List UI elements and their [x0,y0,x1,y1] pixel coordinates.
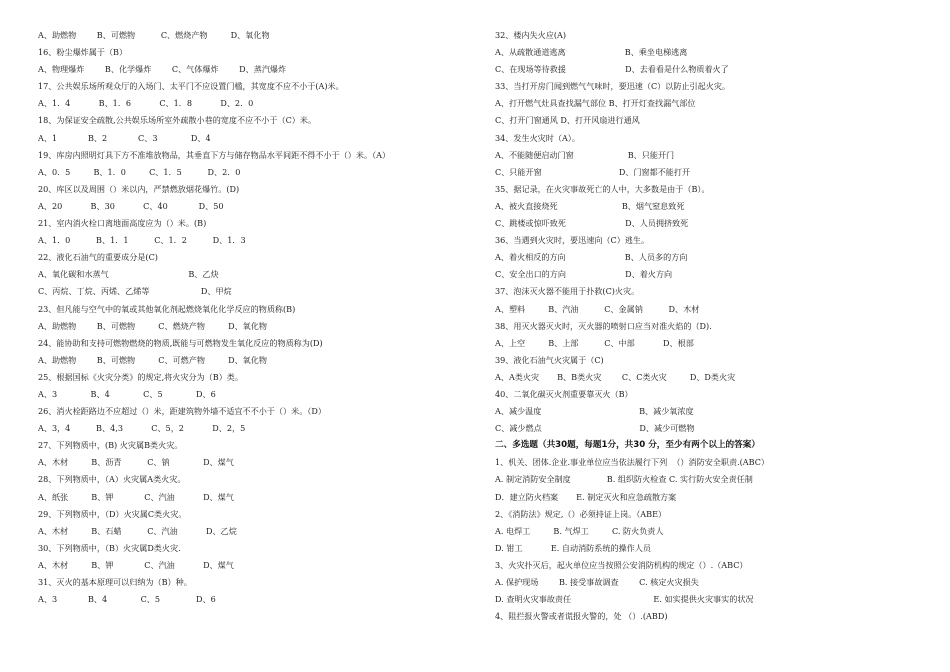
text-line: 26、消火栓距路边不应超过（）米，距建筑物外墙不适宜不不小于（）米。（D） [38,406,326,417]
text-line: A、木材 B、石蜡 C、汽油 D、乙烷 [38,525,237,536]
text-line: 25、根据国标《火灾分类》的规定,将火灾分为（B）类。 [38,371,243,382]
text-line: A、3 B、4 C、5 D、6 [38,388,216,399]
text-line: 35、据记录，在火灾事故死亡的人中，大多数是由于（B）。 [495,183,710,194]
text-line: A、物理爆炸 B、化学爆炸 C、气体爆炸 D、蒸汽爆炸 [38,64,287,75]
text-line: A、3，4 B、4,3 C、5，2 D、2，5 [38,423,246,434]
text-line: A、着火相反的方向 B、人员多的方向 [495,252,688,263]
text-line: A、纸张 B、钾 C、汽油 D、煤气 [38,491,234,502]
text-line: C、打开门窗通风 D、打开风扇进行通风 [495,115,640,126]
text-line: A、1．0 B、1．1 C、1．2 D、1．3 [38,235,246,246]
text-line: 20、库区以及周围（）米以内，严禁燃放烟花爆竹。(D) [38,183,240,194]
text-line: A、助燃物 B、可燃物 C、燃烧产物 D、氧化物 [38,320,267,331]
text-line: C、跳楼或惊吓致死 D、人员拥挤致死 [495,218,689,229]
text-line: D．建立防火档案 E. 制定灭火和应急疏散方案 [495,491,677,502]
right-column [495,27,935,625]
text-line: 24、能协助和支持可燃物燃烧的物质,既能与可燃物发生氧化反应的物质称为(D) [38,337,323,348]
text-line: 29、下列物质中，（D）火灾属C类火灾。 [38,508,187,519]
text-line: A、上空 B、上部 C、中部 D、根部 [495,337,694,348]
text-line: 33、当打开房门闻到燃气气味时，要迅速（C）以防止引起火灾。 [495,81,731,92]
text-line: D. 查明火灾事故责任 E. 如实提供火灾事实的状况 [495,594,754,605]
text-line: 32、楼内失火应(A) [495,30,567,40]
text-line: 37、泡沫灭火器不能用于扑救(C)火灾。 [495,286,640,297]
text-line: C、只能开窗 D、门窗都不能打开 [495,166,691,177]
text-line: C、安全出口的方向 D、着火方向 [495,269,673,280]
text-line: 2、《消防法》规定,（）必须持证上岗。（ABE） [495,508,667,519]
text-line: 31、灭火的基本原理可以归纳为（B）种。 [38,577,192,587]
text-line: A、减少温度 B、减少氧浓度 [495,406,694,417]
text-line: 18、为保证安全疏散,公共娱乐场所室外疏散小巷的宽度不应不小于（C）米。 [38,115,317,126]
text-line: 30、下列物质中，（B）火灾属D类火灾. [38,542,181,553]
text-line: D. 钳工 E. 自动消防系统的操作人员 [495,542,651,553]
text-line: A、氧化碳和水蒸气 B、乙炔 [38,269,219,280]
text-line: 36、当遇到火灾时，要迅速向（C）逃生。 [495,235,650,246]
text-line: A. 保护现场 B. 接受事故调查 C. 核定火灾损失 [495,577,699,587]
section-heading: 二、多选题（共30题，每题1分，共30 分，至少有两个以上的答案） [495,440,760,451]
text-line: A、助燃物 B、可燃物 C、可燃产物 D、氧化物 [38,354,267,365]
text-line: A、20 B、30 C、40 D、50 [38,200,224,211]
text-line: 38、用灭火器灭火时，灭火器的喷射口应当对准火焰的（D). [495,320,712,331]
text-line: A、A类火灾 B、B类火灾 C、C类火灾 D、D类火灾 [495,371,736,382]
text-line: C、减少燃点 D、减少可燃物 [495,423,695,434]
text-line: A、被火直接烧死 B、烟气窒息致死 [495,200,685,211]
text-line: 16、粉尘爆炸属于（B） [38,47,128,58]
text-line: C、在现场等待救援 D、去看看是什么物质着火了 [495,64,729,75]
text-line: A、木材 B、钾 C、汽油 D、煤气 [38,559,234,570]
text-line: 27、下列物质中，(B) 火灾属B类火灾。 [38,440,183,451]
text-line: 40、二氧化碳灭火剂重要靠灭火（B） [495,388,633,399]
left-column [38,27,468,608]
text-line: 39、液化石油气火灾属于（C) [495,354,604,365]
text-line: 4、阻拦报火警或者谎报火警的，处 （）.(ABD) [495,611,668,622]
text-line: A、不能随便启动门窗 B、只能开门 [495,149,675,160]
text-line: A、0．5 B、1．0 C、1．5 D、2．0 [38,166,241,177]
text-line: 21、室内消火栓口离地面高度应为（）米。(B) [38,218,207,229]
text-line: A、3 B、4 C、5 D、6 [38,594,216,605]
text-line: A、木材 B、沥青 C、钠 D、煤气 [38,457,234,468]
text-line: A、1．4 B、1．6 C、1．8 D、2．0 [38,98,254,109]
text-line: A、打开燃气灶具查找漏气部位 B、打开灯查找漏气部位 [495,98,696,109]
text-line: 3、火灾扑灭后，起火单位应当按照公安消防机构的规定（）.（ABC） [495,559,748,570]
text-line: 19、库房内照明灯具下方不准堆放物品，其垂直下方与储存物品水平间距不得不小于（）米。（A） [38,149,391,160]
text-line: A、从疏散通道逃离 B、乘坐电梯逃离 [495,47,688,58]
text-line: C、丙烷、丁烷、丙烯、乙烯等 D、甲烷 [38,286,232,297]
text-line: A. 制定消防安全制度 B. 组织防火检查 C. 实行防火安全责任制 [495,474,753,485]
text-line: A、1 B、2 C、3 D、4 [38,132,211,143]
text-line: A、塑料 B、汽油 C、金属钠 D、木材 [495,303,700,314]
text-line: 17、公共娱乐场所观众厅的入场门、太平门不应设置门槛，其宽度不应不小于(A)米。 [38,81,344,92]
text-line: A、助燃物 B、可燃物 C、燃烧产物 D、氧化物 [38,30,270,40]
text-line: 23、但凡能与空气中的氧或其他氧化剂起燃烧氧化化学反应的物质称(B) [38,303,296,314]
text-line: 34、发生火灾时（A）。 [495,132,580,143]
text-line: 1、机关、团体.企业.事业单位应当依法履行下列 （）消防安全职责.(ABC） [495,457,770,468]
text-line: 28、下列物质中，（A）火灾属A类火灾。 [38,474,186,485]
text-line: A. 电焊工 B. 气焊工 C. 防火负责人 [495,525,664,536]
text-line: 22、液化石油气的重要成分是(C) [38,252,158,263]
